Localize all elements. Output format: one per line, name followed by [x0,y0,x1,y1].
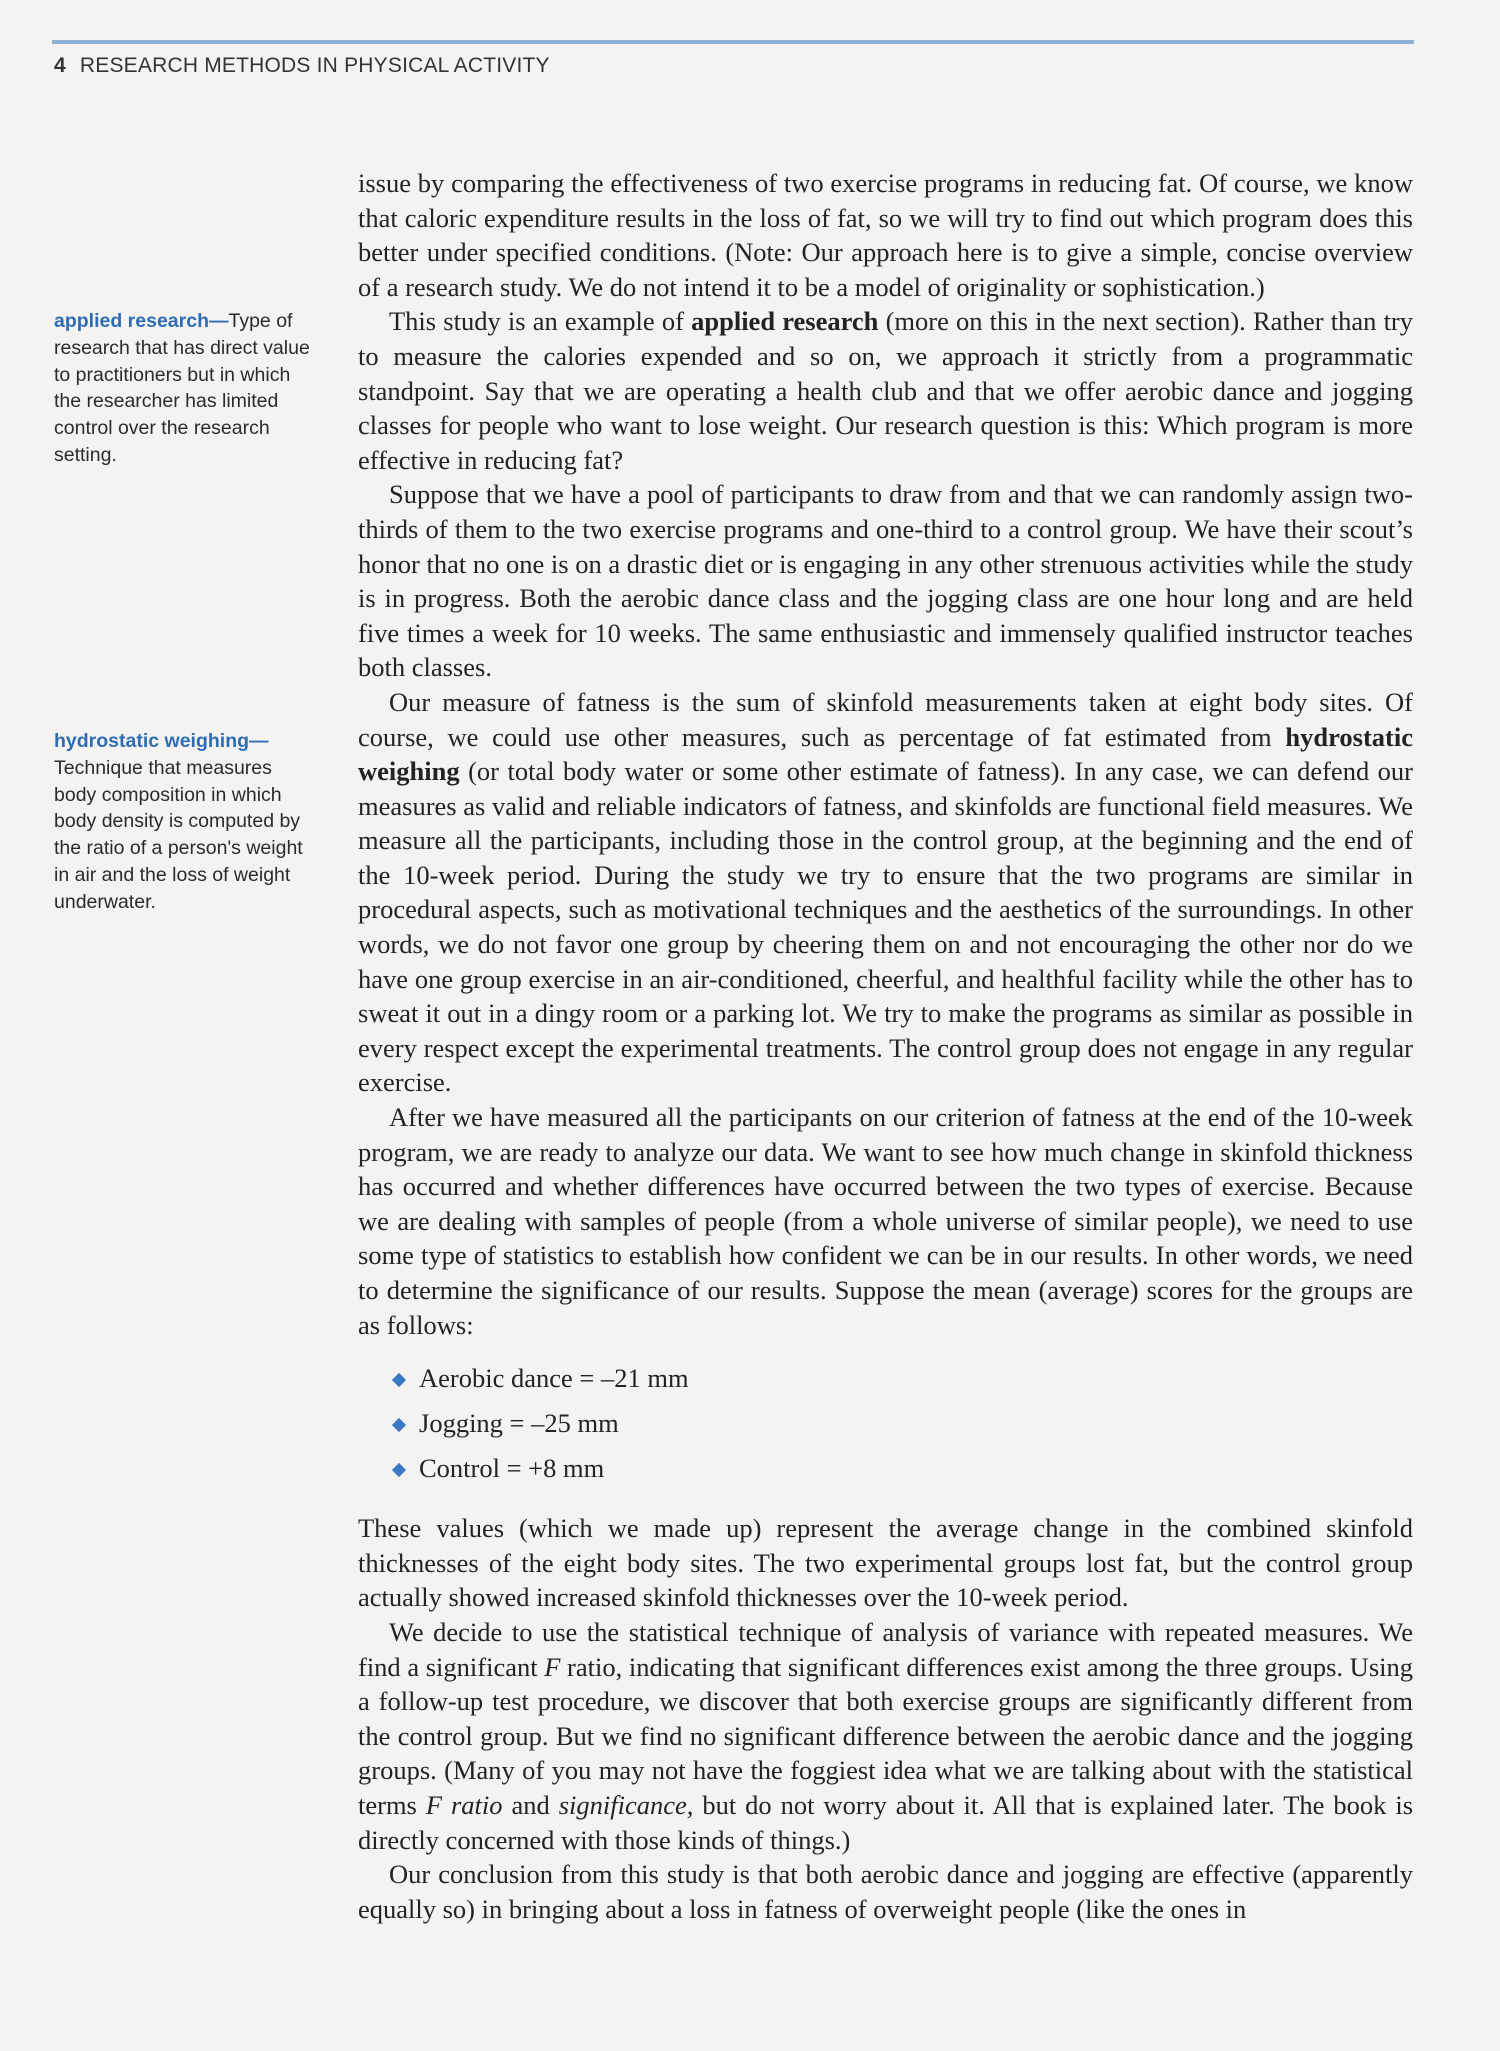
paragraph-2: This study is an example of applied research (more on this in the next section). Rather than try to measure the calories expended and so on, we approach it strictly from a programmatic standpoint. Say that we are operating a health club and that we offer aerobic dance and jogging classes for people who want to lose weight. Our research question is this: Which program is more effective in reducing fat? [358,306,1414,475]
term-hydrostatic-weighing: hydrostatic weighing [358,721,1413,787]
paragraph-8: Our conclusion from this study is that both aerobic dance and jogging are effective (apparently equally so) in bringing about a loss in fatness of overweight people (like the ones in [358,1859,1413,1924]
paragraph-3: Suppose that we have a pool of participants to draw from and that we can randomly assign two-thirds of them to the two exercise programs and one-third to a control group. We have their scout’s honor that no one is on a drastic diet or is engaging in any other strenuous activities while the study is in progress. Both the aerobic dance class and the jogging class are one hour long and are held five times a week for 10 weeks. The same enthusiastic and immensely qualified instructor teaches both classes. [358,479,1413,683]
running-title: RESEARCH METHODS IN PHYSICAL ACTIVITY [79,54,550,77]
glossary-term: hydrostatic weighing— [54,730,269,752]
running-header [54,54,550,78]
term-applied-research: applied research [691,306,879,337]
glossary-hydrostatic-weighing [54,728,316,916]
list-item: Jogging = –25 mm [394,1401,1413,1446]
paragraph-7: We decide to use the statistical technique of analysis of variance with repeated measures. We find a significant F ratio, indicating that significant differences exist among the three groups. Using a follow-up test procedure, we discover that both exercise groups are significantly different from the control group. But we find no significant difference between the aerobic dance and the jogging groups. (Many of you may not have the foggiest idea what we are talking about with the statistical terms F ratio and significance, but do not worry about it. All that is explained later. The book is directly concerned with those kinds of things.) [358,1616,1414,1855]
list-item: Aerobic dance = –21 mm [394,1356,1413,1401]
paragraph-5: After we have measured all the participants on our criterion of fatness at the end of the 10-week program, we are ready to analyze our data. We want to see how much change in skinfold thickness has occurred and whether differences have occurred between the two types of exercise. Because we are dealing with samples of people (from a whole universe of similar people), we need to use some type of statistics to establish how confident we can be in our results. In other words, we need to determine the significance of our results. Suppose the mean (average) scores for the groups are as follows: [358,1102,1413,1340]
main-text [358,166,1413,1926]
header-rule [52,40,1414,44]
mean-scores-list [358,1356,1413,1491]
paragraph-1: issue by comparing the effectiveness of two exercise programs in reducing fat. Of course, we know that caloric expenditure results in the loss of fat, so we will try to find out which program does this better under specified conditions. (Note: Our approach here is to give a simple, concise overview of a research study. We do not intend it to be a model of originality or sophistication.) [358,168,1413,302]
glossary-definition: Technique that measures body composition in which body density is computed by the ratio of a person's weight in air and the loss of weight underwater. [54,756,303,913]
glossary-applied-research [54,308,316,469]
page-number: 4 [54,54,66,77]
diamond-bullet-icon [392,1418,406,1432]
paragraph-4: Our measure of fatness is the sum of skinfold measurements taken at eight body sites. Of course, we could use other measures, such as percentage of fat estimated from hydrostatic weighing (or total body water or some other estimate of fatness). In any case, we can defend our measures as valid and reliable indicators of fatness, and skinfolds are functional field measures. We measure all the participants, including those in the control group, at the beginning and the end of the 10-week period. During the study we try to ensure that the two programs are similar in procedural aspects, such as motivational techniques and the aesthetics of the surroundings. In other words, we do not favor one group by cheering them on and not encouraging the other nor do we have one group exercise in an air-conditioned, cheerful, and healthful facility while the other has to sweat it out in a dingy room or a parking lot. We try to make the programs as similar as possible in every respect except the experimental treatments. The control group does not engage in any regular exercise. [358,686,1413,1098]
paragraph-6: These values (which we made up) represent the average change in the combined skinfold thicknesses of the eight body sites. The two experimental groups lost fat, but the control group actually showed increased skinfold thicknesses over the 10-week period. [358,1513,1413,1613]
list-item: Control = +8 mm [394,1446,1413,1491]
diamond-bullet-icon [392,1463,406,1477]
diamond-bullet-icon [392,1373,406,1387]
glossary-definition: Type of research that has direct value to practitioners but in which the researcher has limited control over the research setting. [54,310,310,466]
glossary-term: applied research— [54,310,229,332]
